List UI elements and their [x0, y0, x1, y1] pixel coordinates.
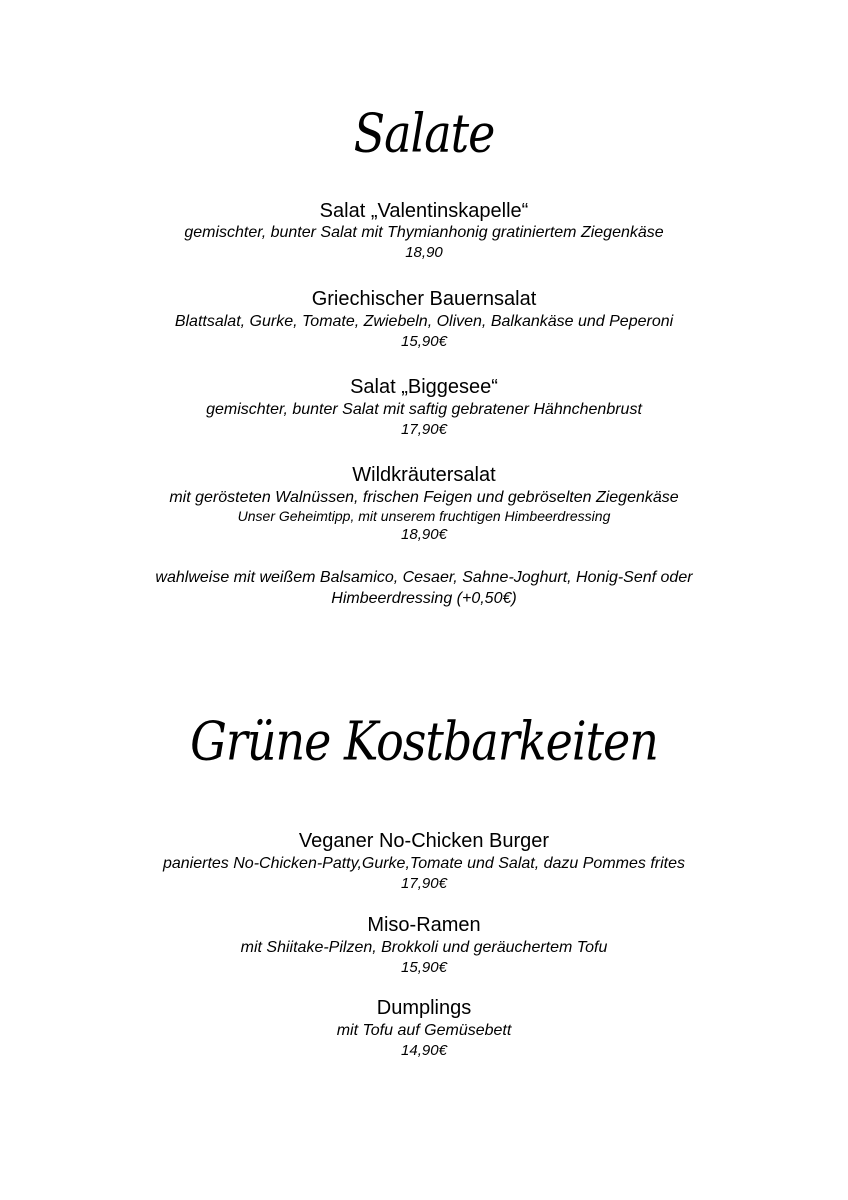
section-title-gruene-kostbarkeiten: Grüne Kostbarkeiten [190, 709, 658, 773]
item-price-valentinskapelle: 18,90 [405, 244, 443, 261]
item-description-dumplings: mit Tofu auf Gemüsebett [336, 1022, 512, 1039]
section-title-salate: Salate [353, 101, 495, 165]
item-name-dumplings: Dumplings [376, 997, 472, 1019]
item-price-bauernsalat: 15,90€ [401, 333, 447, 350]
item-description-no-chicken-burger: paniertes No-Chicken-Patty,Gurke,Tomate und Salat, dazu Pommes frites [162, 855, 685, 872]
item-name-miso-ramen: Miso-Ramen [367, 914, 481, 936]
item-description-wildkraeutersalat: mit gerösteten Walnüssen, frischen Feigen und gebröselten Ziegenkäse [169, 489, 679, 506]
item-name-bauernsalat: Griechischer Bauernsalat [311, 288, 537, 310]
item-description-miso-ramen: mit Shiitake-Pilzen, Brokkoli und geräuchertem Tofu [240, 939, 608, 956]
item-name-biggesee: Salat „Biggesee“ [350, 376, 498, 398]
item-price-miso-ramen: 15,90€ [401, 959, 447, 976]
dressing-options-line-2: Himbeerdressing (+0,50€) [331, 590, 517, 607]
item-description-biggesee: gemischter, bunter Salat mit saftig gebratener Hähnchenbrust [206, 401, 642, 418]
item-name-wildkraeutersalat: Wildkräutersalat [352, 464, 496, 486]
item-description-valentinskapelle: gemischter, bunter Salat mit Thymianhonig gratiniertem Ziegenkäse [184, 224, 664, 241]
item-name-no-chicken-burger: Veganer No-Chicken Burger [298, 830, 550, 852]
item-description-bauernsalat: Blattsalat, Gurke, Tomate, Zwiebeln, Oliven, Balkankäse und Peperoni [174, 313, 674, 330]
item-price-biggesee: 17,90€ [401, 421, 447, 438]
item-price-wildkraeutersalat: 18,90€ [401, 526, 447, 543]
item-price-dumplings: 14,90€ [401, 1042, 447, 1059]
dressing-options-line-1: wahlweise mit weißem Balsamico, Cesaer, Sahne-Joghurt, Honig-Senf oder [155, 569, 693, 586]
item-note-wildkraeutersalat: Unser Geheimtipp, mit unserem fruchtigen Himbeerdressing [237, 508, 611, 524]
item-price-no-chicken-burger: 17,90€ [401, 875, 447, 892]
item-name-valentinskapelle: Salat „Valentinskapelle“ [319, 200, 529, 222]
